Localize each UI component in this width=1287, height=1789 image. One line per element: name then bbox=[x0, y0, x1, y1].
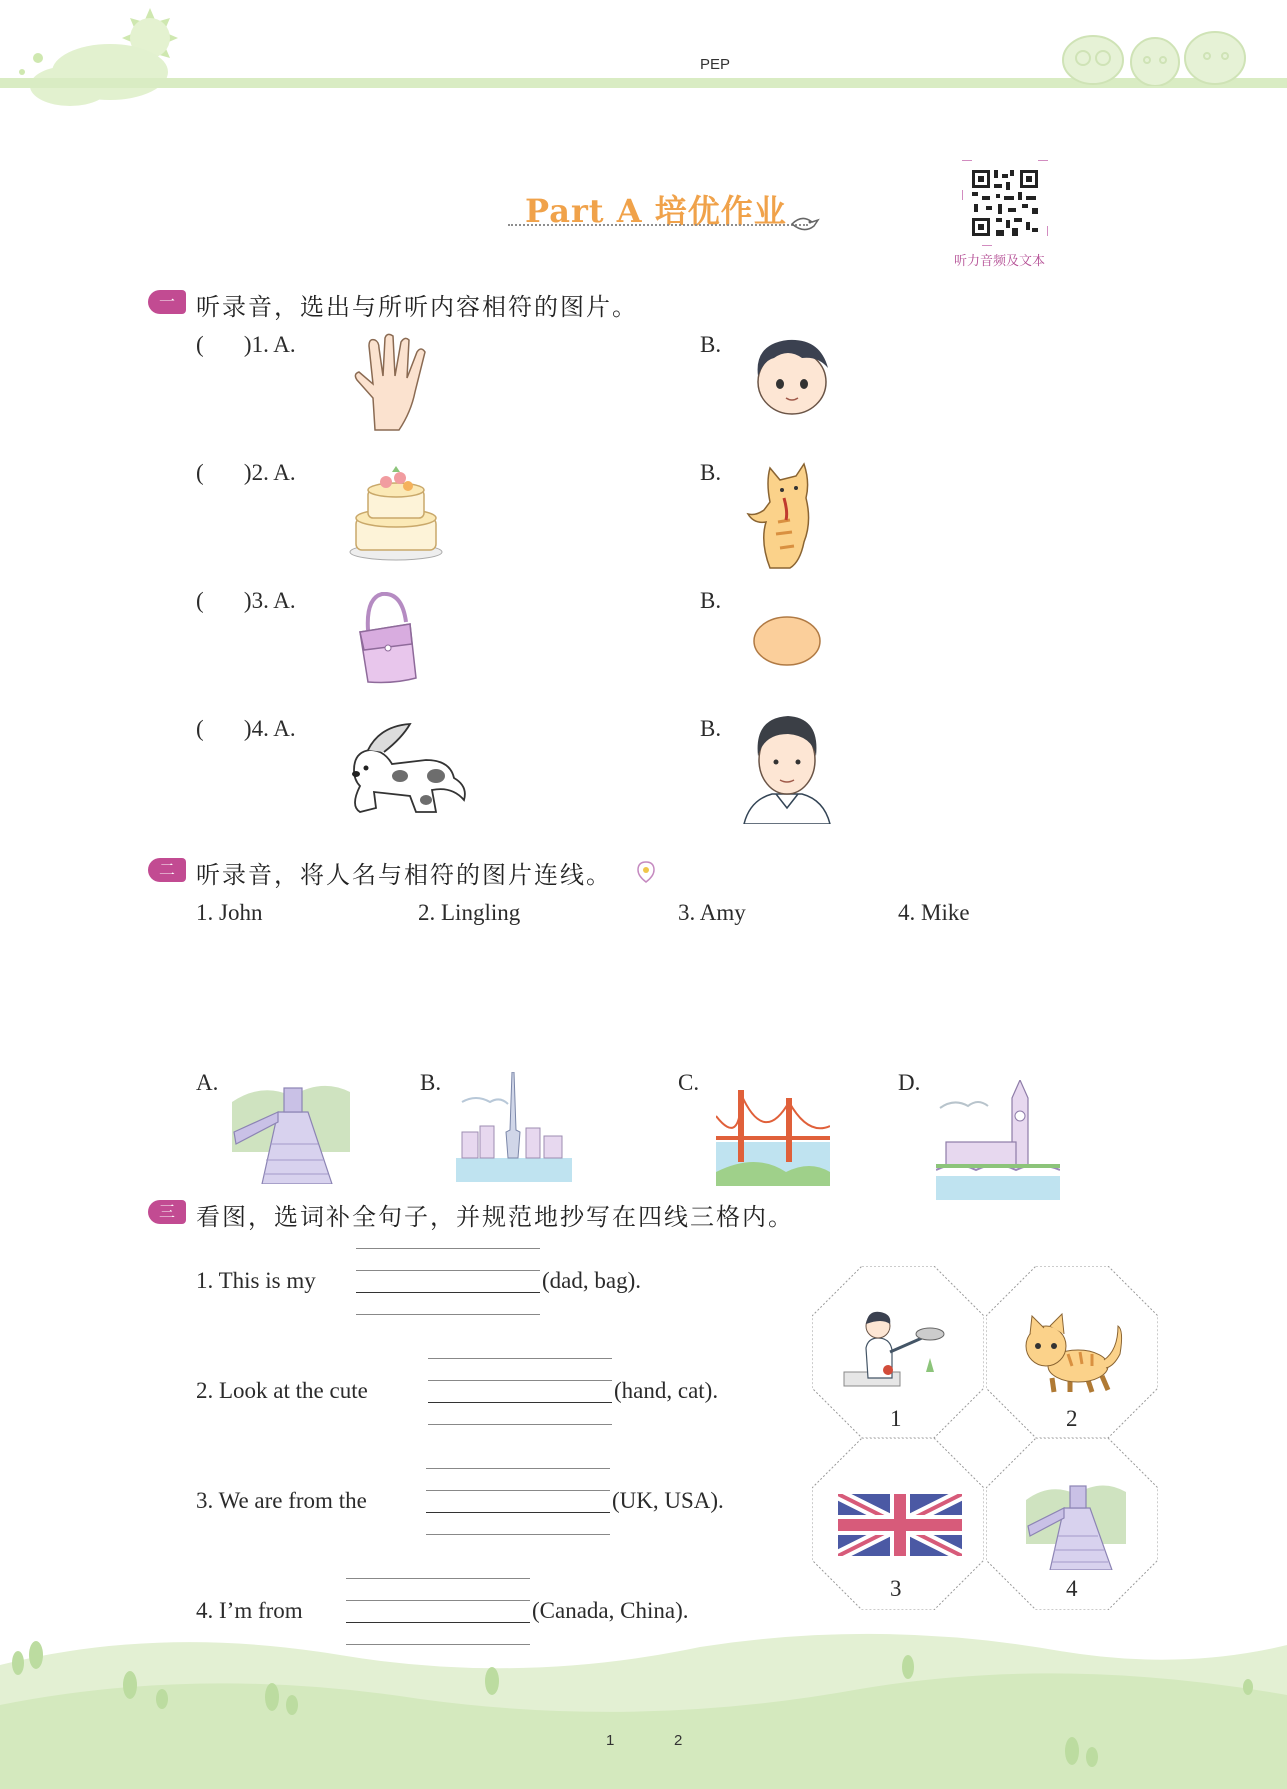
sentence-3-options: (UK, USA). bbox=[612, 1488, 724, 1513]
cn-tower-icon[interactable] bbox=[456, 1072, 572, 1182]
section-2-instruction: 听录音，将人名与相符的图片连线。 bbox=[196, 861, 612, 889]
section-3-badge: 三 bbox=[148, 1200, 186, 1224]
name-amy[interactable]: 3. Amy bbox=[678, 900, 746, 925]
qr-caption: 听力音频及文本 bbox=[954, 254, 1046, 269]
question-2-stem: ( )2. A. bbox=[196, 460, 296, 485]
egg-icon[interactable] bbox=[752, 615, 822, 667]
location-pin-icon bbox=[636, 860, 656, 884]
card-4-number: 4 bbox=[1066, 1576, 1078, 1601]
section-1-instruction: 听录音，选出与所听内容相符的图片。 bbox=[196, 293, 638, 321]
page-number-right: 2 bbox=[674, 1732, 683, 1749]
card-2-number: 2 bbox=[1066, 1406, 1078, 1431]
sentence-2-prefix: 2. Look at the cute bbox=[196, 1378, 368, 1403]
header-cloud-sun-decoration bbox=[0, 0, 200, 115]
golden-gate-bridge-icon[interactable] bbox=[716, 1086, 830, 1186]
uk-flag-icon[interactable] bbox=[838, 1494, 962, 1556]
name-john[interactable]: 1. John bbox=[196, 900, 263, 925]
sentence-1-prefix: 1. This is my bbox=[196, 1268, 316, 1293]
picture-d-label: D. bbox=[898, 1070, 921, 1095]
name-mike[interactable]: 4. Mike bbox=[898, 900, 970, 925]
sentence-2-writing-lines[interactable] bbox=[428, 1358, 612, 1424]
card-3-number: 3 bbox=[890, 1576, 902, 1601]
name-lingling[interactable]: 2. Lingling bbox=[418, 900, 521, 925]
qr-code-icon[interactable] bbox=[962, 160, 1048, 246]
picture-b-label: B. bbox=[420, 1070, 442, 1095]
question-4-stem: ( )4. A. bbox=[196, 716, 296, 741]
title-underline bbox=[508, 224, 808, 226]
bird-icon bbox=[790, 212, 820, 234]
cat-icon[interactable] bbox=[740, 462, 826, 572]
big-ben-icon[interactable] bbox=[936, 1080, 1060, 1200]
page-title: Part A 培优作业 bbox=[525, 192, 787, 230]
man-face-icon[interactable] bbox=[740, 712, 834, 824]
sentence-4-options: (Canada, China). bbox=[532, 1598, 689, 1623]
sentence-2-options: (hand, cat). bbox=[614, 1378, 719, 1403]
header-animal-faces-decoration bbox=[1055, 20, 1255, 86]
hand-icon[interactable] bbox=[345, 332, 435, 434]
question-4-option-b: B. bbox=[700, 716, 722, 741]
cake-icon[interactable] bbox=[348, 464, 444, 562]
boy-face-icon[interactable] bbox=[748, 334, 836, 418]
series-label: PEP bbox=[700, 56, 731, 73]
question-3-stem: ( )3. A. bbox=[196, 588, 296, 613]
page-number-left: 1 bbox=[606, 1732, 615, 1749]
question-1-stem: ( )1. A. bbox=[196, 332, 296, 357]
footer-hills-decoration bbox=[0, 1625, 1287, 1789]
picture-c-label: C. bbox=[678, 1070, 700, 1095]
section-3-instruction: 看图，选词补全句子，并规范地抄写在四线三格内。 bbox=[196, 1203, 794, 1231]
sentence-3-writing-lines[interactable] bbox=[426, 1468, 610, 1534]
question-1-option-b: B. bbox=[700, 332, 722, 357]
bag-icon[interactable] bbox=[354, 592, 422, 686]
great-wall-icon[interactable] bbox=[232, 1072, 350, 1184]
card-1-number: 1 bbox=[890, 1406, 902, 1431]
sentence-3-prefix: 3. We are from the bbox=[196, 1488, 367, 1513]
cooking-boy-icon[interactable] bbox=[842, 1308, 952, 1392]
sentence-1-options: (dad, bag). bbox=[542, 1268, 641, 1293]
dog-icon[interactable] bbox=[340, 716, 470, 816]
question-2-option-b: B. bbox=[700, 460, 722, 485]
cat-icon[interactable] bbox=[1018, 1310, 1128, 1394]
question-3-option-b: B. bbox=[700, 588, 722, 613]
section-2-badge: 二 bbox=[148, 858, 186, 882]
sentence-4-prefix: 4. I’m from bbox=[196, 1598, 303, 1623]
picture-a-label: A. bbox=[196, 1070, 219, 1095]
section-1-badge: 一 bbox=[148, 290, 186, 314]
great-wall-icon[interactable] bbox=[1026, 1474, 1126, 1570]
sentence-1-writing-lines[interactable] bbox=[356, 1248, 540, 1314]
